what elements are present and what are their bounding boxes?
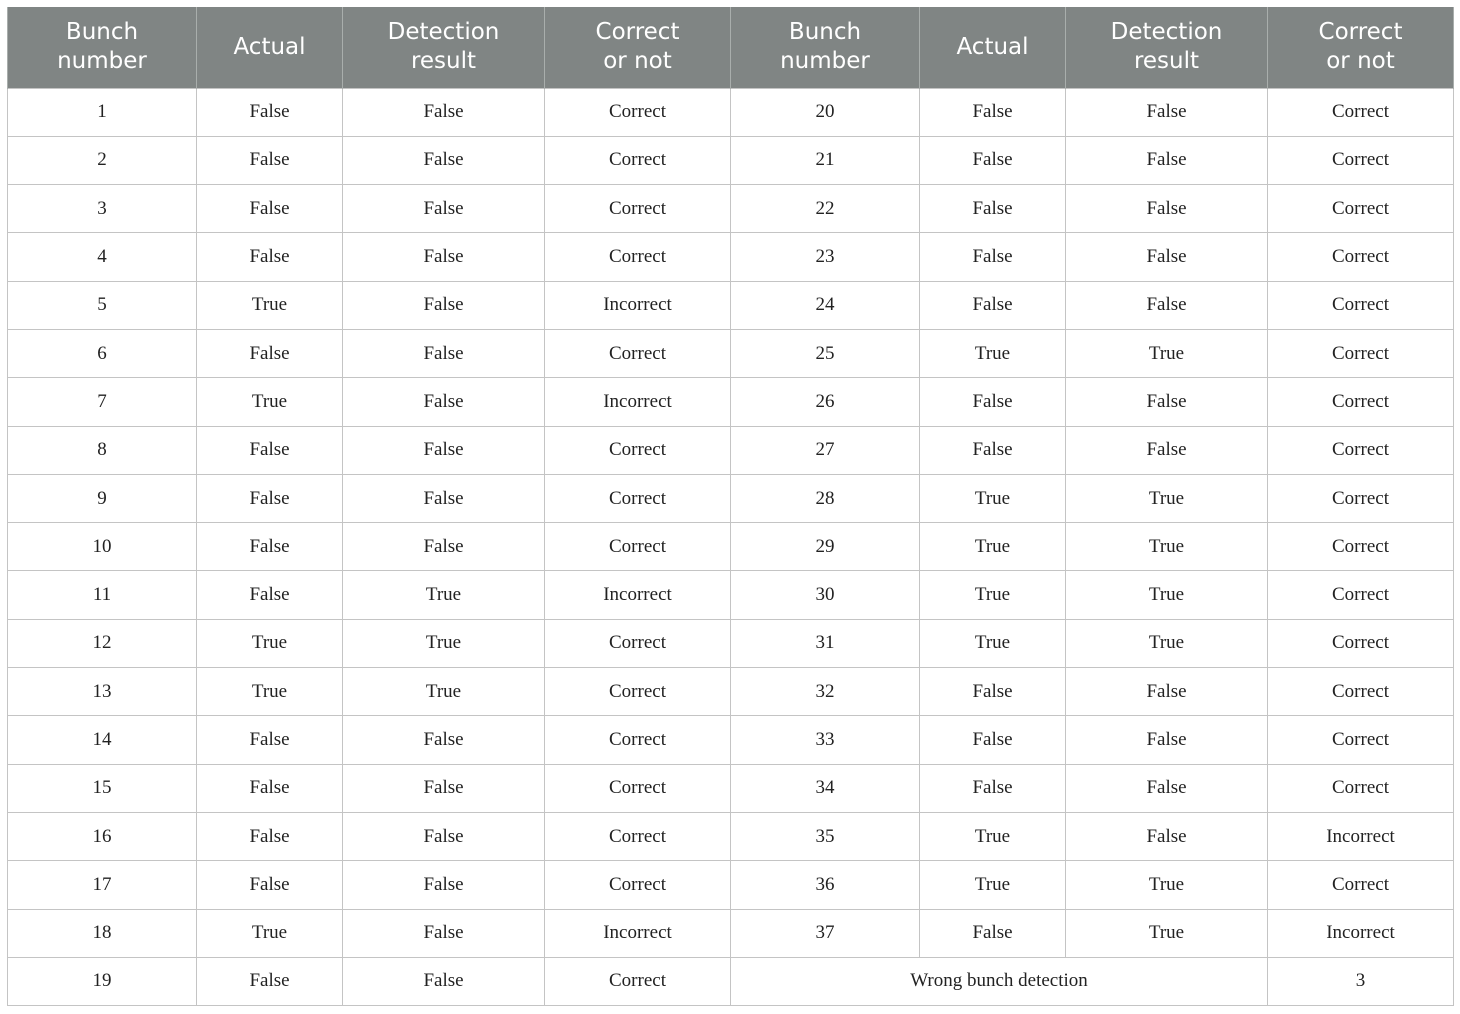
cell-detection-result: False xyxy=(343,957,545,1005)
cell-actual: False xyxy=(920,136,1066,184)
cell-actual: False xyxy=(197,474,343,522)
table-header xyxy=(8,7,1454,88)
header-correct-or-not-2 xyxy=(1268,7,1454,88)
cell-actual: False xyxy=(920,716,1066,764)
cell-correct-or-not: Correct xyxy=(1268,571,1454,619)
cell-actual: False xyxy=(920,233,1066,281)
cell-correct-or-not: Correct xyxy=(1268,378,1454,426)
cell-detection-result: True xyxy=(1066,861,1268,909)
cell-correct-or-not: Correct xyxy=(1268,281,1454,329)
cell-detection-result: False xyxy=(1066,281,1268,329)
cell-correct-or-not: Correct xyxy=(1268,619,1454,667)
cell-bunch-number: 9 xyxy=(8,474,197,522)
cell-detection-result: False xyxy=(1066,233,1268,281)
cell-bunch-number: 24 xyxy=(731,281,920,329)
cell-detection-result: False xyxy=(343,378,545,426)
cell-detection-result: False xyxy=(1066,426,1268,474)
table-row xyxy=(8,619,1454,667)
table-row xyxy=(8,571,1454,619)
table-row xyxy=(8,426,1454,474)
cell-detection-result: False xyxy=(343,716,545,764)
cell-correct-or-not: Correct xyxy=(1268,88,1454,136)
cell-correct-or-not: Correct xyxy=(1268,136,1454,184)
cell-bunch-number: 7 xyxy=(8,378,197,426)
header-actual xyxy=(197,7,343,88)
cell-correct-or-not: Correct xyxy=(545,233,731,281)
cell-correct-or-not: Correct xyxy=(545,474,731,522)
table-row xyxy=(8,329,1454,377)
cell-bunch-number: 6 xyxy=(8,329,197,377)
cell-bunch-number: 3 xyxy=(8,185,197,233)
cell-actual: False xyxy=(920,426,1066,474)
cell-bunch-number: 15 xyxy=(8,764,197,812)
cell-actual: True xyxy=(197,909,343,957)
header-text-line: or not xyxy=(603,48,672,75)
cell-bunch-number: 2 xyxy=(8,136,197,184)
cell-actual: True xyxy=(920,523,1066,571)
cell-detection-result: False xyxy=(343,909,545,957)
cell-actual: True xyxy=(920,619,1066,667)
cell-bunch-number: 12 xyxy=(8,619,197,667)
cell-actual: False xyxy=(197,957,343,1005)
cell-actual: True xyxy=(197,668,343,716)
cell-correct-or-not: Correct xyxy=(545,668,731,716)
cell-correct-or-not: Correct xyxy=(545,88,731,136)
cell-actual: True xyxy=(920,474,1066,522)
cell-bunch-number: 17 xyxy=(8,861,197,909)
cell-correct-or-not: Correct xyxy=(545,185,731,233)
cell-detection-result: False xyxy=(343,764,545,812)
cell-correct-or-not: Correct xyxy=(1268,185,1454,233)
header-text-line: Actual xyxy=(956,33,1029,60)
cell-correct-or-not: Correct xyxy=(1268,233,1454,281)
cell-actual: False xyxy=(197,716,343,764)
cell-actual: True xyxy=(920,861,1066,909)
cell-bunch-number: 20 xyxy=(731,88,920,136)
cell-detection-result: True xyxy=(1066,474,1268,522)
cell-detection-result: False xyxy=(1066,668,1268,716)
cell-detection-result: False xyxy=(1066,764,1268,812)
cell-correct-or-not: Correct xyxy=(1268,861,1454,909)
cell-actual: True xyxy=(197,619,343,667)
header-bunch-number xyxy=(8,7,197,88)
cell-detection-result: True xyxy=(1066,571,1268,619)
cell-actual: False xyxy=(197,861,343,909)
cell-bunch-number: 34 xyxy=(731,764,920,812)
cell-detection-result: False xyxy=(343,88,545,136)
cell-correct-or-not: Incorrect xyxy=(545,281,731,329)
cell-actual: False xyxy=(197,329,343,377)
cell-actual: False xyxy=(197,426,343,474)
header-text-line: or not xyxy=(1326,48,1395,75)
cell-correct-or-not: Correct xyxy=(545,523,731,571)
header-detection-result-2 xyxy=(1066,7,1268,88)
cell-actual: True xyxy=(197,378,343,426)
header-text-line: Correct xyxy=(595,19,680,46)
cell-detection-result: True xyxy=(1066,523,1268,571)
cell-correct-or-not: Incorrect xyxy=(1268,909,1454,957)
cell-detection-result: False xyxy=(343,233,545,281)
summary-value: 3 xyxy=(1268,957,1454,1005)
cell-detection-result: False xyxy=(343,281,545,329)
cell-bunch-number: 16 xyxy=(8,812,197,860)
cell-bunch-number: 11 xyxy=(8,571,197,619)
cell-correct-or-not: Correct xyxy=(1268,764,1454,812)
cell-detection-result: False xyxy=(1066,812,1268,860)
cell-actual: True xyxy=(920,571,1066,619)
table-row xyxy=(8,88,1454,136)
cell-bunch-number: 28 xyxy=(731,474,920,522)
cell-bunch-number: 27 xyxy=(731,426,920,474)
header-text-line: Actual xyxy=(233,33,306,60)
header-text-line: result xyxy=(1133,48,1200,75)
table-row-summary xyxy=(8,957,1454,1005)
cell-detection-result: False xyxy=(1066,88,1268,136)
results-table xyxy=(7,7,1454,1006)
header-text-line: number xyxy=(780,48,870,75)
cell-actual: True xyxy=(197,281,343,329)
cell-correct-or-not: Correct xyxy=(1268,668,1454,716)
cell-correct-or-not: Correct xyxy=(545,619,731,667)
cell-actual: False xyxy=(920,88,1066,136)
cell-actual: True xyxy=(920,812,1066,860)
cell-bunch-number: 5 xyxy=(8,281,197,329)
cell-actual: False xyxy=(920,378,1066,426)
cell-bunch-number: 13 xyxy=(8,668,197,716)
cell-correct-or-not: Correct xyxy=(545,716,731,764)
cell-correct-or-not: Correct xyxy=(545,812,731,860)
cell-detection-result: True xyxy=(1066,909,1268,957)
cell-actual: True xyxy=(920,329,1066,377)
cell-correct-or-not: Correct xyxy=(1268,523,1454,571)
table-row xyxy=(8,281,1454,329)
cell-correct-or-not: Correct xyxy=(1268,474,1454,522)
cell-detection-result: False xyxy=(343,474,545,522)
cell-detection-result: True xyxy=(1066,329,1268,377)
table-row xyxy=(8,909,1454,957)
cell-detection-result: False xyxy=(1066,716,1268,764)
cell-actual: False xyxy=(197,764,343,812)
cell-actual: False xyxy=(197,233,343,281)
header-text-line: Correct xyxy=(1318,19,1403,46)
cell-correct-or-not: Correct xyxy=(1268,426,1454,474)
cell-correct-or-not: Incorrect xyxy=(1268,812,1454,860)
cell-bunch-number: 35 xyxy=(731,812,920,860)
cell-bunch-number: 4 xyxy=(8,233,197,281)
cell-correct-or-not: Correct xyxy=(545,329,731,377)
cell-actual: False xyxy=(920,764,1066,812)
table-row xyxy=(8,474,1454,522)
cell-bunch-number: 31 xyxy=(731,619,920,667)
cell-bunch-number: 10 xyxy=(8,523,197,571)
cell-actual: False xyxy=(920,281,1066,329)
cell-actual: False xyxy=(197,812,343,860)
cell-actual: False xyxy=(197,523,343,571)
cell-bunch-number: 23 xyxy=(731,233,920,281)
cell-correct-or-not: Correct xyxy=(545,764,731,812)
table-row xyxy=(8,812,1454,860)
cell-bunch-number: 25 xyxy=(731,329,920,377)
cell-detection-result: False xyxy=(343,185,545,233)
cell-correct-or-not: Correct xyxy=(545,426,731,474)
cell-detection-result: True xyxy=(343,571,545,619)
cell-detection-result: True xyxy=(343,619,545,667)
cell-actual: False xyxy=(197,136,343,184)
table-row xyxy=(8,668,1454,716)
cell-bunch-number: 1 xyxy=(8,88,197,136)
cell-correct-or-not: Correct xyxy=(545,136,731,184)
cell-bunch-number: 32 xyxy=(731,668,920,716)
header-row xyxy=(8,7,1454,88)
cell-detection-result: True xyxy=(343,668,545,716)
cell-detection-result: False xyxy=(1066,185,1268,233)
table-row xyxy=(8,764,1454,812)
cell-actual: False xyxy=(920,185,1066,233)
cell-actual: False xyxy=(197,571,343,619)
cell-detection-result: False xyxy=(1066,136,1268,184)
header-text-line: number xyxy=(57,48,147,75)
cell-bunch-number: 8 xyxy=(8,426,197,474)
cell-bunch-number: 37 xyxy=(731,909,920,957)
cell-detection-result: False xyxy=(343,812,545,860)
table-row xyxy=(8,233,1454,281)
cell-actual: False xyxy=(920,909,1066,957)
header-text-line: Detection xyxy=(387,19,500,46)
table-row xyxy=(8,523,1454,571)
header-detection-result xyxy=(343,7,545,88)
cell-correct-or-not: Correct xyxy=(545,957,731,1005)
cell-bunch-number: 26 xyxy=(731,378,920,426)
header-correct-or-not xyxy=(545,7,731,88)
cell-bunch-number: 14 xyxy=(8,716,197,764)
cell-correct-or-not: Incorrect xyxy=(545,378,731,426)
cell-bunch-number: 36 xyxy=(731,861,920,909)
cell-bunch-number: 21 xyxy=(731,136,920,184)
table-body xyxy=(8,88,1454,1006)
cell-actual: False xyxy=(197,88,343,136)
header-text-line: Detection xyxy=(1110,19,1223,46)
cell-correct-or-not: Correct xyxy=(1268,329,1454,377)
table-row xyxy=(8,861,1454,909)
cell-correct-or-not: Incorrect xyxy=(545,909,731,957)
cell-bunch-number: 30 xyxy=(731,571,920,619)
cell-actual: False xyxy=(920,668,1066,716)
cell-detection-result: False xyxy=(343,861,545,909)
cell-detection-result: False xyxy=(1066,378,1268,426)
cell-detection-result: True xyxy=(1066,619,1268,667)
cell-detection-result: False xyxy=(343,329,545,377)
cell-detection-result: False xyxy=(343,523,545,571)
cell-bunch-number: 33 xyxy=(731,716,920,764)
cell-bunch-number: 18 xyxy=(8,909,197,957)
cell-detection-result: False xyxy=(343,426,545,474)
cell-bunch-number: 19 xyxy=(8,957,197,1005)
header-bunch-number-2 xyxy=(731,7,920,88)
header-text-line: Bunch xyxy=(65,19,139,46)
summary-label: Wrong bunch detection xyxy=(731,957,1268,1005)
table-row xyxy=(8,716,1454,764)
cell-correct-or-not: Incorrect xyxy=(545,571,731,619)
table-row xyxy=(8,185,1454,233)
cell-bunch-number: 29 xyxy=(731,523,920,571)
cell-detection-result: False xyxy=(343,136,545,184)
cell-bunch-number: 22 xyxy=(731,185,920,233)
cell-actual: False xyxy=(197,185,343,233)
header-text-line: result xyxy=(410,48,477,75)
header-text-line: Bunch xyxy=(788,19,862,46)
cell-correct-or-not: Correct xyxy=(545,861,731,909)
cell-correct-or-not: Correct xyxy=(1268,716,1454,764)
table-row xyxy=(8,378,1454,426)
header-actual-2 xyxy=(920,7,1066,88)
table-row xyxy=(8,136,1454,184)
